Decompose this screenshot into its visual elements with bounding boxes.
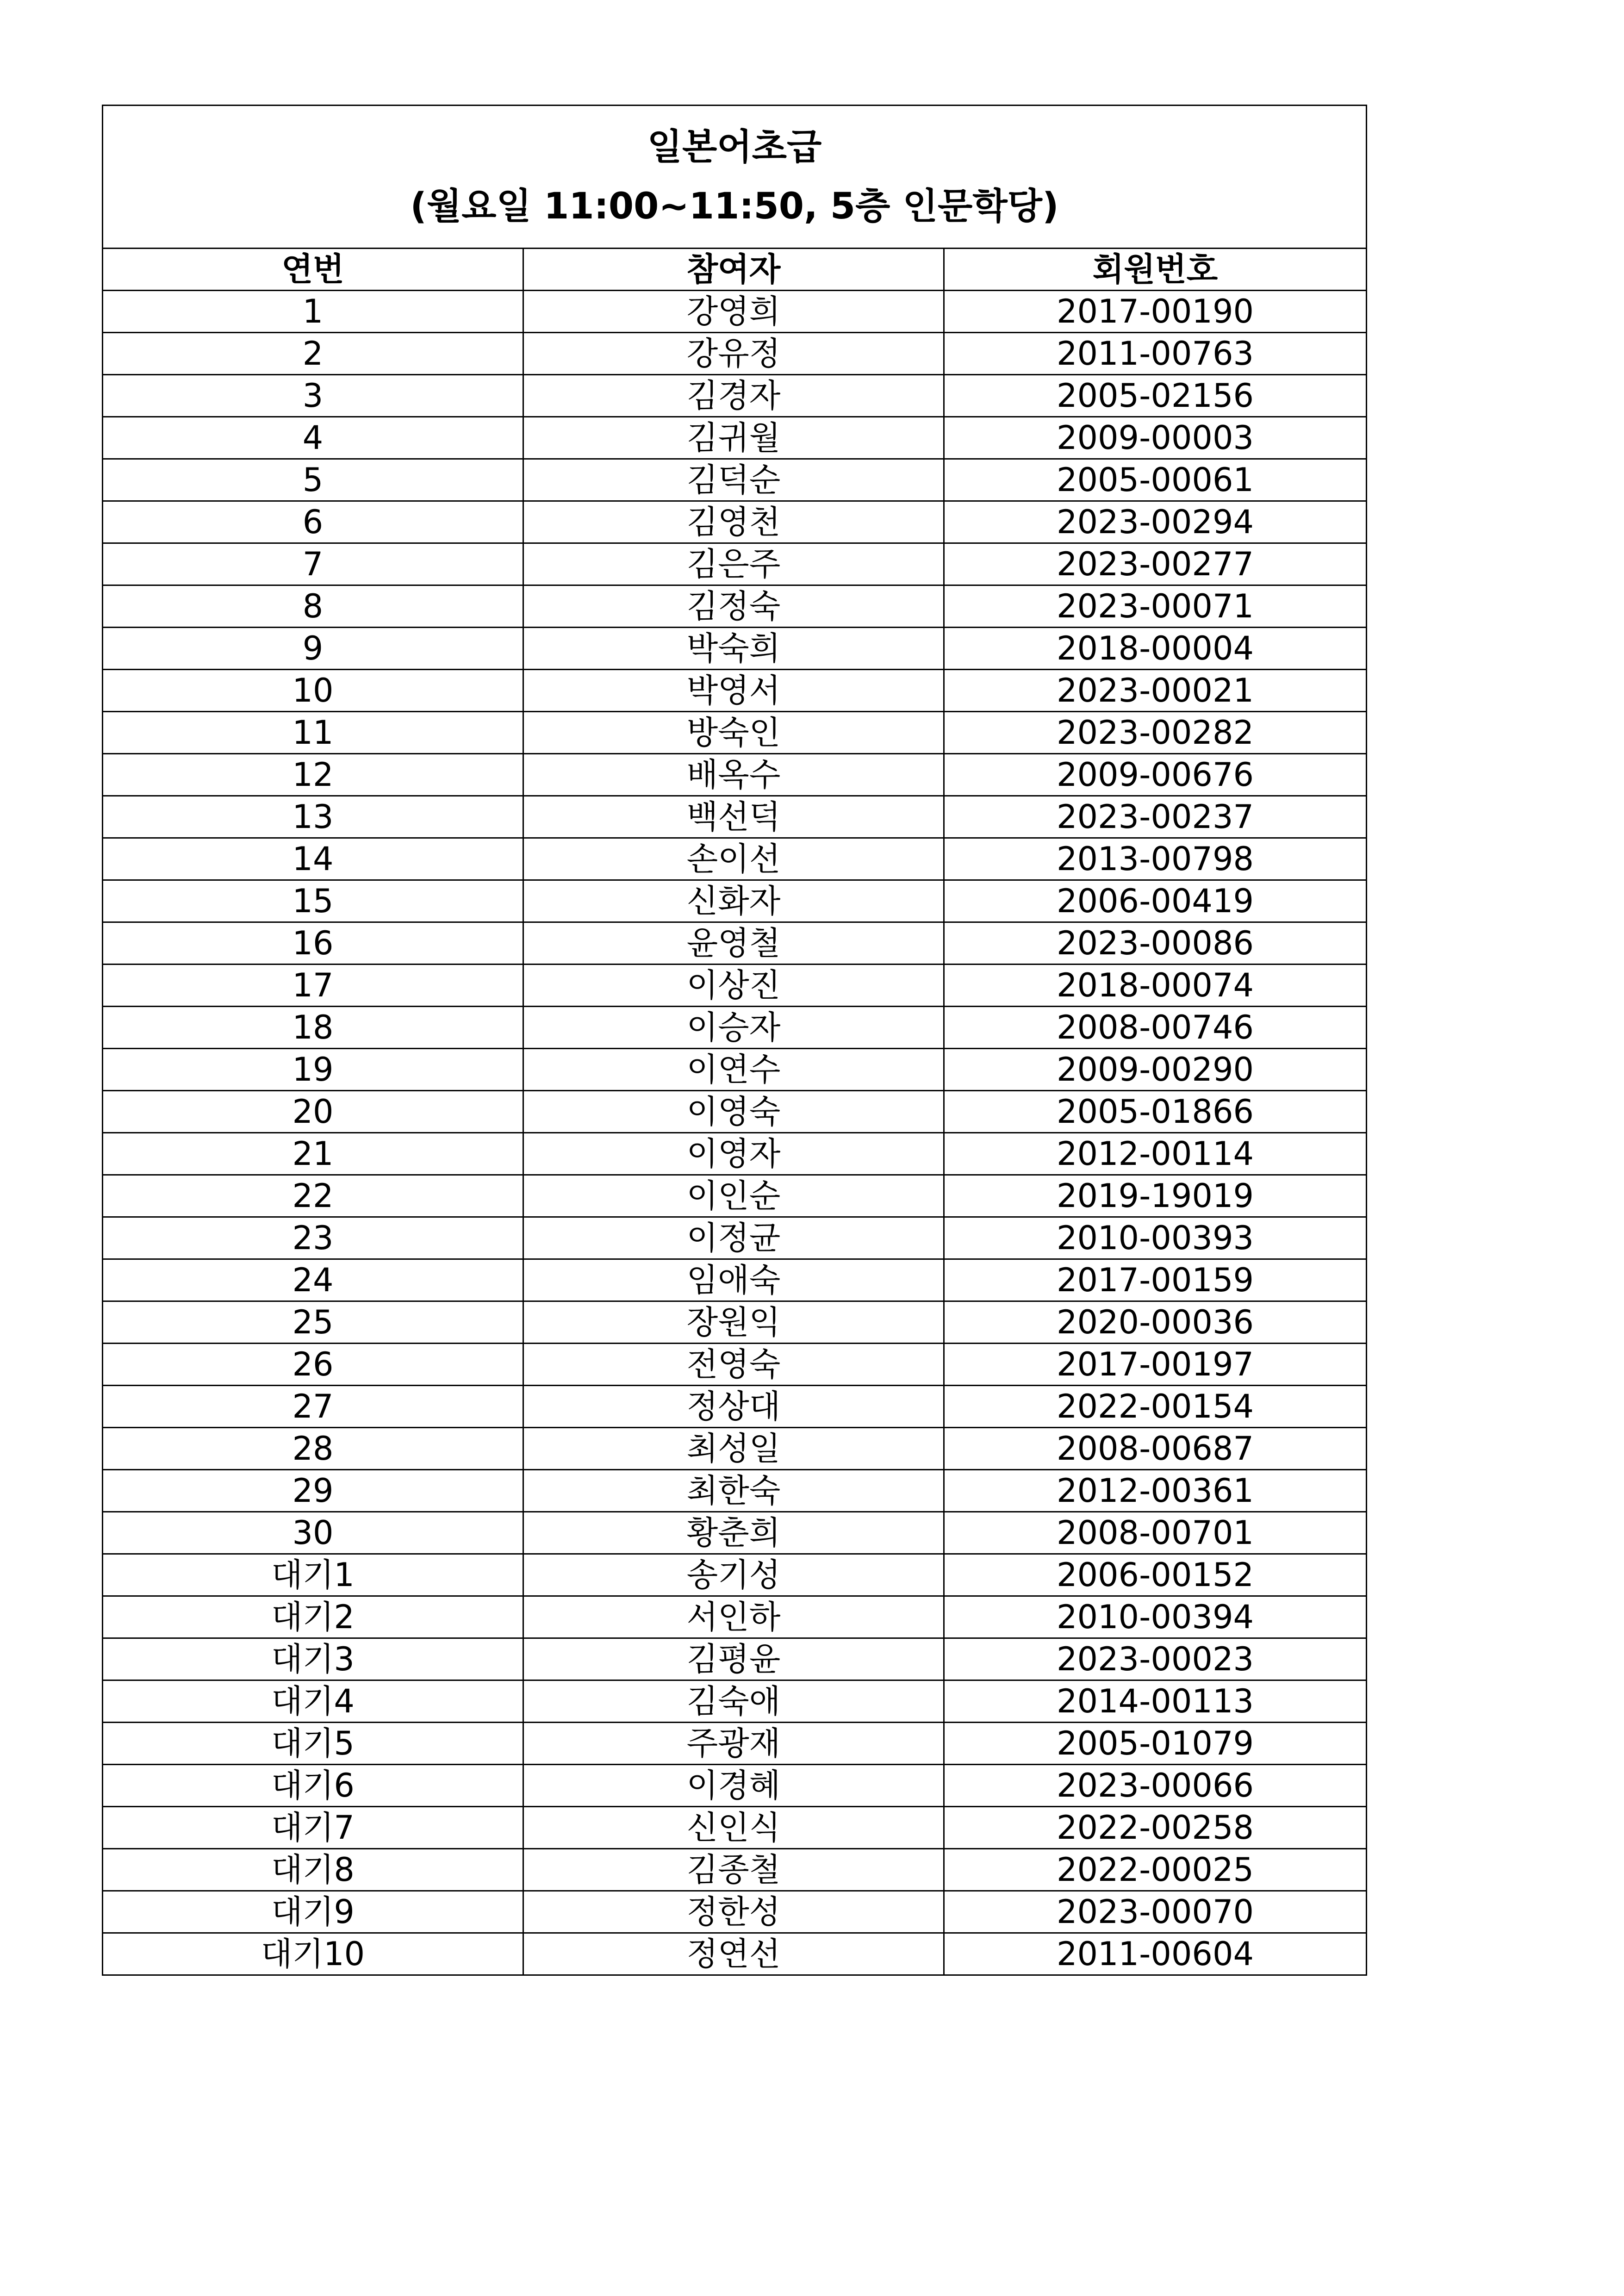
member-id-cell: 2023-00294: [944, 501, 1367, 543]
member-id-cell: 2005-01866: [944, 1091, 1367, 1133]
participant-name-cell: 손이선: [523, 838, 944, 880]
member-id-cell: 2023-00066: [944, 1765, 1367, 1807]
table-row: [103, 1470, 1367, 1512]
table-row: [103, 712, 1367, 754]
member-id-cell: 2006-00419: [944, 880, 1367, 922]
table-body: [103, 291, 1367, 1975]
row-number-cell: 16: [103, 922, 523, 964]
column-header-number: 연번: [103, 249, 523, 291]
member-id-cell: 2009-00676: [944, 754, 1367, 796]
member-id-cell: 2023-00086: [944, 922, 1367, 964]
table-row: [103, 880, 1367, 922]
table-row: [103, 628, 1367, 670]
member-id-cell: 2020-00036: [944, 1301, 1367, 1344]
participant-name-cell: 김평윤: [523, 1638, 944, 1680]
member-id-cell: 2023-00282: [944, 712, 1367, 754]
table-row: [103, 1849, 1367, 1891]
table-row: [103, 417, 1367, 459]
member-id-cell: 2019-19019: [944, 1175, 1367, 1217]
table-row: [103, 459, 1367, 501]
participant-name-cell: 백선덕: [523, 796, 944, 838]
table-row: [103, 1765, 1367, 1807]
row-number-cell: 25: [103, 1301, 523, 1344]
row-number-cell: 13: [103, 796, 523, 838]
row-number-cell: 11: [103, 712, 523, 754]
row-number-cell: 28: [103, 1428, 523, 1470]
table-row: [103, 1596, 1367, 1638]
participant-name-cell: 이영자: [523, 1133, 944, 1175]
row-number-cell: 21: [103, 1133, 523, 1175]
title-course-name: 일본어초급: [647, 126, 822, 168]
table-row: [103, 1554, 1367, 1596]
table-row: [103, 585, 1367, 628]
participant-name-cell: 김영천: [523, 501, 944, 543]
table-row: [103, 838, 1367, 880]
participant-name-cell: 김종철: [523, 1849, 944, 1891]
row-number-cell: 23: [103, 1217, 523, 1259]
row-number-cell: 30: [103, 1512, 523, 1554]
table-row: [103, 1175, 1367, 1217]
row-number-cell: 4: [103, 417, 523, 459]
table-row: [103, 1807, 1367, 1849]
participant-name-cell: 이상진: [523, 964, 944, 1007]
participant-name-cell: 주광재: [523, 1723, 944, 1765]
table-row: [103, 1049, 1367, 1091]
table-row: [103, 1638, 1367, 1680]
participant-name-cell: 이인순: [523, 1175, 944, 1217]
table-row: [103, 1386, 1367, 1428]
participant-name-cell: 이경혜: [523, 1765, 944, 1807]
table-row: [103, 1723, 1367, 1765]
row-number-cell: 대기2: [103, 1596, 523, 1638]
row-number-cell: 대기1: [103, 1554, 523, 1596]
participant-name-cell: 최한숙: [523, 1470, 944, 1512]
header-row: [103, 249, 1367, 291]
participant-name-cell: 김덕순: [523, 459, 944, 501]
participant-name-cell: 김경자: [523, 375, 944, 417]
member-id-cell: 2008-00746: [944, 1007, 1367, 1049]
member-id-cell: 2011-00763: [944, 333, 1367, 375]
row-number-cell: 8: [103, 585, 523, 628]
participant-name-cell: 서인하: [523, 1596, 944, 1638]
row-number-cell: 26: [103, 1344, 523, 1386]
row-number-cell: 14: [103, 838, 523, 880]
member-id-cell: 2018-00004: [944, 628, 1367, 670]
row-number-cell: 19: [103, 1049, 523, 1091]
table-row: [103, 796, 1367, 838]
member-id-cell: 2011-00604: [944, 1933, 1367, 1975]
participant-name-cell: 정한성: [523, 1891, 944, 1933]
member-id-cell: 2013-00798: [944, 838, 1367, 880]
row-number-cell: 대기4: [103, 1680, 523, 1723]
participant-table: [102, 105, 1367, 1976]
table-row: [103, 501, 1367, 543]
row-number-cell: 1: [103, 291, 523, 333]
table-row: [103, 1091, 1367, 1133]
member-id-cell: 2022-00154: [944, 1386, 1367, 1428]
table-row: [103, 1301, 1367, 1344]
table-row: [103, 333, 1367, 375]
participant-name-cell: 방숙인: [523, 712, 944, 754]
table-row: [103, 1217, 1367, 1259]
table-row: [103, 754, 1367, 796]
member-id-cell: 2005-00061: [944, 459, 1367, 501]
row-number-cell: 10: [103, 670, 523, 712]
participant-name-cell: 김정숙: [523, 585, 944, 628]
row-number-cell: 5: [103, 459, 523, 501]
row-number-cell: 대기6: [103, 1765, 523, 1807]
member-id-cell: 2022-00025: [944, 1849, 1367, 1891]
member-id-cell: 2005-01079: [944, 1723, 1367, 1765]
row-number-cell: 17: [103, 964, 523, 1007]
table-title: [103, 106, 1367, 249]
member-id-cell: 2012-00361: [944, 1470, 1367, 1512]
title-row: [103, 106, 1367, 249]
participant-name-cell: 신화자: [523, 880, 944, 922]
table-row: [103, 543, 1367, 585]
table-row: [103, 1933, 1367, 1975]
row-number-cell: 대기5: [103, 1723, 523, 1765]
title-schedule: (월요일 11:00~11:50, 5층 인문학당): [410, 186, 1059, 227]
table-row: [103, 964, 1367, 1007]
row-number-cell: 22: [103, 1175, 523, 1217]
row-number-cell: 18: [103, 1007, 523, 1049]
participant-name-cell: 신인식: [523, 1807, 944, 1849]
member-id-cell: 2023-00021: [944, 670, 1367, 712]
table-row: [103, 1891, 1367, 1933]
table-row: [103, 670, 1367, 712]
member-id-cell: 2017-00197: [944, 1344, 1367, 1386]
participant-name-cell: 정상대: [523, 1386, 944, 1428]
participant-name-cell: 박숙희: [523, 628, 944, 670]
row-number-cell: 29: [103, 1470, 523, 1512]
participant-name-cell: 최성일: [523, 1428, 944, 1470]
row-number-cell: 3: [103, 375, 523, 417]
table-row: [103, 1344, 1367, 1386]
row-number-cell: 2: [103, 333, 523, 375]
member-id-cell: 2017-00190: [944, 291, 1367, 333]
row-number-cell: 15: [103, 880, 523, 922]
participant-name-cell: 전영숙: [523, 1344, 944, 1386]
participant-name-cell: 황춘희: [523, 1512, 944, 1554]
row-number-cell: 대기8: [103, 1849, 523, 1891]
table-row: [103, 1133, 1367, 1175]
participant-name-cell: 김숙애: [523, 1680, 944, 1723]
participant-name-cell: 박영서: [523, 670, 944, 712]
row-number-cell: 9: [103, 628, 523, 670]
table-row: [103, 922, 1367, 964]
row-number-cell: 12: [103, 754, 523, 796]
participant-name-cell: 김귀월: [523, 417, 944, 459]
participant-name-cell: 강영희: [523, 291, 944, 333]
table-row: [103, 1680, 1367, 1723]
row-number-cell: 6: [103, 501, 523, 543]
table-row: [103, 375, 1367, 417]
member-id-cell: 2010-00393: [944, 1217, 1367, 1259]
member-id-cell: 2008-00687: [944, 1428, 1367, 1470]
row-number-cell: 대기7: [103, 1807, 523, 1849]
member-id-cell: 2018-00074: [944, 964, 1367, 1007]
member-id-cell: 2022-00258: [944, 1807, 1367, 1849]
member-id-cell: 2009-00290: [944, 1049, 1367, 1091]
table-row: [103, 1428, 1367, 1470]
member-id-cell: 2023-00277: [944, 543, 1367, 585]
participant-name-cell: 이정균: [523, 1217, 944, 1259]
participant-name-cell: 이연수: [523, 1049, 944, 1091]
table-row: [103, 1512, 1367, 1554]
participant-name-cell: 윤영철: [523, 922, 944, 964]
participant-name-cell: 이영숙: [523, 1091, 944, 1133]
table-row: [103, 291, 1367, 333]
member-id-cell: 2008-00701: [944, 1512, 1367, 1554]
participant-name-cell: 김은주: [523, 543, 944, 585]
participant-name-cell: 배옥수: [523, 754, 944, 796]
row-number-cell: 20: [103, 1091, 523, 1133]
participant-name-cell: 임애숙: [523, 1259, 944, 1301]
table-row: [103, 1259, 1367, 1301]
member-id-cell: 2017-00159: [944, 1259, 1367, 1301]
participant-name-cell: 이승자: [523, 1007, 944, 1049]
member-id-cell: 2023-00071: [944, 585, 1367, 628]
row-number-cell: 27: [103, 1386, 523, 1428]
column-header-member-id: 회원번호: [944, 249, 1367, 291]
member-id-cell: 2006-00152: [944, 1554, 1367, 1596]
row-number-cell: 대기9: [103, 1891, 523, 1933]
row-number-cell: 대기3: [103, 1638, 523, 1680]
table-row: [103, 1007, 1367, 1049]
participant-name-cell: 정연선: [523, 1933, 944, 1975]
member-id-cell: 2023-00237: [944, 796, 1367, 838]
member-id-cell: 2012-00114: [944, 1133, 1367, 1175]
member-id-cell: 2009-00003: [944, 417, 1367, 459]
member-id-cell: 2023-00023: [944, 1638, 1367, 1680]
participant-name-cell: 장원익: [523, 1301, 944, 1344]
member-id-cell: 2010-00394: [944, 1596, 1367, 1638]
column-header-participant: 참여자: [523, 249, 944, 291]
member-id-cell: 2005-02156: [944, 375, 1367, 417]
participant-name-cell: 강유정: [523, 333, 944, 375]
member-id-cell: 2023-00070: [944, 1891, 1367, 1933]
row-number-cell: 7: [103, 543, 523, 585]
row-number-cell: 24: [103, 1259, 523, 1301]
participant-name-cell: 송기성: [523, 1554, 944, 1596]
row-number-cell: 대기10: [103, 1933, 523, 1975]
member-id-cell: 2014-00113: [944, 1680, 1367, 1723]
